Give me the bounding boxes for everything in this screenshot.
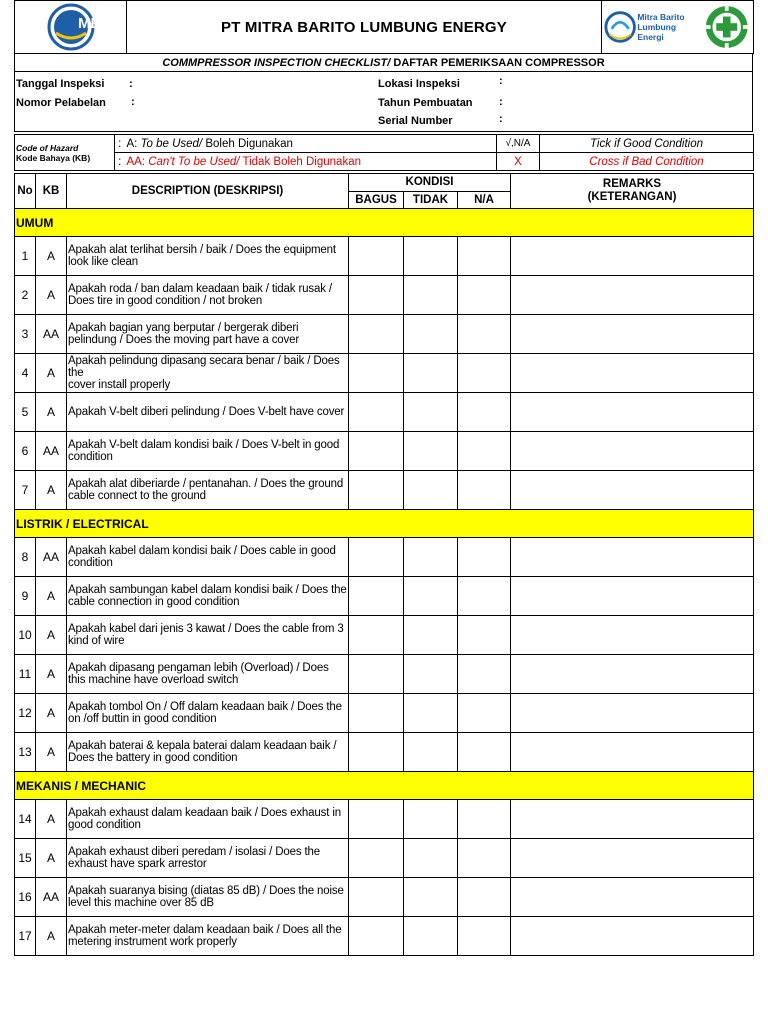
table-row xyxy=(15,694,754,733)
tahun-colon: : xyxy=(499,96,503,108)
bagus-cell[interactable] xyxy=(349,694,404,733)
cross-instruction: Cross if Bad Condition xyxy=(540,153,754,171)
item-description: Apakah bagian yang berputar / bergerak diberi pelindung / Does the moving part have a cover xyxy=(67,315,349,354)
tidak-cell[interactable] xyxy=(404,800,458,839)
left-logo-cell xyxy=(15,1,127,54)
right-logo-brand-line2: Lumbung Energi xyxy=(637,22,677,42)
table-row xyxy=(15,878,754,917)
item-kb: A xyxy=(36,577,67,616)
item-kb: A xyxy=(36,354,67,393)
remarks-cell[interactable] xyxy=(511,354,754,393)
na-cell[interactable] xyxy=(458,577,511,616)
tidak-cell[interactable] xyxy=(404,616,458,655)
section-header xyxy=(15,772,754,800)
lokasi-label: Lokasi Inspeksi xyxy=(378,78,460,90)
na-cell[interactable] xyxy=(458,733,511,772)
nomor-label: Nomor Pelabelan xyxy=(16,97,106,109)
item-description: Apakah V-belt diberi pelindung / Does V-belt have cover xyxy=(67,393,349,432)
tidak-cell[interactable] xyxy=(404,471,458,510)
remarks-cell[interactable] xyxy=(511,839,754,878)
remarks-cell[interactable] xyxy=(511,655,754,694)
item-description: Apakah roda / ban dalam keadaan baik / tidak rusak / Does tire in good condition / not broken xyxy=(67,276,349,315)
bagus-cell[interactable] xyxy=(349,577,404,616)
table-row xyxy=(15,471,754,510)
item-description: Apakah exhaust dalam keadaan baik / Does exhaust in good condition xyxy=(67,800,349,839)
remarks-cell[interactable] xyxy=(511,917,754,956)
item-number: 8 xyxy=(15,538,36,577)
item-kb: A xyxy=(36,917,67,956)
remarks-cell[interactable] xyxy=(511,471,754,510)
na-cell[interactable] xyxy=(458,800,511,839)
na-cell[interactable] xyxy=(458,276,511,315)
hazard-a-colon: : xyxy=(115,135,125,153)
tidak-cell[interactable] xyxy=(404,315,458,354)
na-cell[interactable] xyxy=(458,393,511,432)
bagus-cell[interactable] xyxy=(349,917,404,956)
checklist-title-rest: DAFTAR PEMERIKSAAN COMPRESSOR xyxy=(390,56,605,69)
remarks-cell[interactable] xyxy=(511,694,754,733)
tidak-cell[interactable] xyxy=(404,878,458,917)
hazard-label xyxy=(15,135,115,171)
item-number: 17 xyxy=(15,917,36,956)
table-row xyxy=(15,839,754,878)
tidak-cell[interactable] xyxy=(404,538,458,577)
col-kondisi: KONDISI xyxy=(349,174,511,192)
item-number: 1 xyxy=(15,237,36,276)
checklist-table xyxy=(14,173,754,956)
na-cell[interactable] xyxy=(458,839,511,878)
bagus-cell[interactable] xyxy=(349,733,404,772)
item-number: 16 xyxy=(15,878,36,917)
na-cell[interactable] xyxy=(458,315,511,354)
company-name: PT MITRA BARITO LUMBUNG ENERGY xyxy=(127,1,602,54)
bagus-cell[interactable] xyxy=(349,432,404,471)
item-description: Apakah sambungan kabel dalam kondisi baik / Does the cable connection in good condition xyxy=(67,577,349,616)
item-description: Apakah suaranya bising (diatas 85 dB) / Does the noise level this machine over 85 dB xyxy=(67,878,349,917)
item-description: Apakah V-belt dalam kondisi baik / Does V-belt in good condition xyxy=(67,432,349,471)
col-no: No xyxy=(15,174,36,209)
item-kb: A xyxy=(36,237,67,276)
item-number: 6 xyxy=(15,432,36,471)
bagus-cell[interactable] xyxy=(349,616,404,655)
tidak-cell[interactable] xyxy=(404,694,458,733)
hazard-a-text: A: To be Used/ Boleh Digunakan xyxy=(125,135,497,153)
item-number: 7 xyxy=(15,471,36,510)
item-description: Apakah meter-meter dalam keadaan baik / Does all the metering instrument work properly xyxy=(67,917,349,956)
nomor-colon: : xyxy=(131,96,135,108)
remarks-cell[interactable] xyxy=(511,800,754,839)
item-kb: A xyxy=(36,839,67,878)
table-row xyxy=(15,917,754,956)
tidak-cell[interactable] xyxy=(404,393,458,432)
section-header xyxy=(15,510,754,538)
tidak-cell[interactable] xyxy=(404,237,458,276)
item-number: 2 xyxy=(15,276,36,315)
col-remarks: REMARKS (KETERANGAN) xyxy=(511,174,754,209)
table-row xyxy=(15,800,754,839)
tidak-cell[interactable] xyxy=(404,917,458,956)
checklist-title xyxy=(15,54,753,72)
item-description: Apakah alat terlihat bersih / baik / Does the equipment look like clean xyxy=(67,237,349,276)
cross-symbol: X xyxy=(497,153,540,171)
table-row xyxy=(15,733,754,772)
table-row xyxy=(15,655,754,694)
checklist-title-italic: COMMPRESSOR INSPECTION CHECKLIST/ xyxy=(162,56,391,69)
item-kb: A xyxy=(36,800,67,839)
col-na: N/A xyxy=(458,191,511,209)
table-row xyxy=(15,538,754,577)
inspection-sheet xyxy=(14,0,753,956)
section-title: MEKANIS / MECHANIC xyxy=(15,772,754,800)
tidak-cell[interactable] xyxy=(404,276,458,315)
item-description: Apakah kabel dari jenis 3 kawat / Does the cable from 3 kind of wire xyxy=(67,616,349,655)
na-cell[interactable] xyxy=(458,616,511,655)
bagus-cell[interactable] xyxy=(349,354,404,393)
serial-colon: : xyxy=(499,113,503,125)
subtitle-table xyxy=(14,54,753,72)
right-logo-cell xyxy=(602,1,754,54)
item-number: 9 xyxy=(15,577,36,616)
table-row xyxy=(15,616,754,655)
item-kb: A xyxy=(36,733,67,772)
na-cell[interactable] xyxy=(458,237,511,276)
item-description: Apakah tombol On / Off dalam keadaan baik / Does the on /off buttin in good condition xyxy=(67,694,349,733)
item-kb: AA xyxy=(36,538,67,577)
tidak-cell[interactable] xyxy=(404,839,458,878)
tidak-cell[interactable] xyxy=(404,432,458,471)
left-logo-text: MB xyxy=(78,15,102,32)
item-description: Apakah exhaust diberi peredam / isolasi / Does the exhaust have spark arrestor xyxy=(67,839,349,878)
item-number: 11 xyxy=(15,655,36,694)
bagus-cell[interactable] xyxy=(349,878,404,917)
tidak-cell[interactable] xyxy=(404,577,458,616)
tidak-cell[interactable] xyxy=(404,733,458,772)
remarks-cell[interactable] xyxy=(511,432,754,471)
tanggal-label: Tanggal Inspeksi xyxy=(16,78,105,90)
item-number: 3 xyxy=(15,315,36,354)
table-row xyxy=(15,432,754,471)
na-cell[interactable] xyxy=(458,655,511,694)
section-header xyxy=(15,209,754,237)
na-cell[interactable] xyxy=(458,432,511,471)
tidak-cell[interactable] xyxy=(404,354,458,393)
section-title: UMUM xyxy=(15,209,754,237)
item-kb: A xyxy=(36,616,67,655)
item-description: Apakah baterai & kepala baterai dalam keadaan baik / Does the battery in good condition xyxy=(67,733,349,772)
col-description: DESCRIPTION (DESKRIPSI) xyxy=(67,174,349,209)
checklist-body xyxy=(15,209,754,956)
tick-instruction: Tick if Good Condition xyxy=(540,135,754,153)
table-row xyxy=(15,237,754,276)
k3-safety-cross-icon xyxy=(702,3,751,51)
item-number: 10 xyxy=(15,616,36,655)
section-title: LISTRIK / ELECTRICAL xyxy=(15,510,754,538)
remarks-cell[interactable] xyxy=(511,616,754,655)
remarks-cell[interactable] xyxy=(511,237,754,276)
item-kb: AA xyxy=(36,878,67,917)
header-table xyxy=(14,0,754,54)
serial-label: Serial Number xyxy=(378,115,453,127)
tidak-cell[interactable] xyxy=(404,655,458,694)
item-number: 12 xyxy=(15,694,36,733)
right-logo-brand-line1: Mitra Barito xyxy=(637,12,685,22)
bagus-cell[interactable] xyxy=(349,237,404,276)
hazard-aa-text: AA: Can't To be Used/ Tidak Boleh Digunakan xyxy=(125,153,497,171)
bagus-cell[interactable] xyxy=(349,315,404,354)
item-kb: A xyxy=(36,471,67,510)
na-cell[interactable] xyxy=(458,471,511,510)
na-cell[interactable] xyxy=(458,694,511,733)
bagus-cell[interactable] xyxy=(349,800,404,839)
na-cell[interactable] xyxy=(458,878,511,917)
item-kb: A xyxy=(36,694,67,733)
tick-symbol: √,N/A xyxy=(497,135,540,153)
tanggal-colon: : xyxy=(129,78,133,90)
item-description: Apakah alat diberiarde / pentanahan. / Does the ground cable connect to the ground xyxy=(67,471,349,510)
bagus-cell[interactable] xyxy=(349,471,404,510)
remarks-cell[interactable] xyxy=(511,393,754,432)
item-description: Apakah kabel dalam kondisi baik / Does cable in good condition xyxy=(67,538,349,577)
item-number: 14 xyxy=(15,800,36,839)
bagus-cell[interactable] xyxy=(349,839,404,878)
inspection-info xyxy=(14,72,753,132)
hazard-aa-colon: : xyxy=(115,153,125,171)
bagus-cell[interactable] xyxy=(349,393,404,432)
item-number: 4 xyxy=(15,354,36,393)
remarks-cell[interactable] xyxy=(511,276,754,315)
na-cell[interactable] xyxy=(458,917,511,956)
item-kb: A xyxy=(36,393,67,432)
col-tidak: TIDAK xyxy=(404,191,458,209)
table-row xyxy=(15,315,754,354)
item-kb: A xyxy=(36,276,67,315)
bagus-cell[interactable] xyxy=(349,655,404,694)
bagus-cell[interactable] xyxy=(349,276,404,315)
item-kb: AA xyxy=(36,315,67,354)
item-number: 15 xyxy=(15,839,36,878)
table-row xyxy=(15,354,754,393)
hazard-label-id: Kode Bahaya (KB) xyxy=(16,152,91,163)
remarks-cell[interactable] xyxy=(511,733,754,772)
bagus-cell[interactable] xyxy=(349,538,404,577)
hazard-label-en: Code of Hazard xyxy=(16,142,79,153)
item-number: 5 xyxy=(15,393,36,432)
mble-logo-icon xyxy=(604,7,636,47)
item-kb: AA xyxy=(36,432,67,471)
remarks-cell[interactable] xyxy=(511,878,754,917)
remarks-cell[interactable] xyxy=(511,577,754,616)
lokasi-colon: : xyxy=(499,75,503,87)
item-description: Apakah pelindung dipasang secara benar / baik / Does the cover install properly xyxy=(67,354,349,393)
remarks-cell[interactable] xyxy=(511,315,754,354)
tahun-label: Tahun Pembuatan xyxy=(378,97,473,109)
table-row xyxy=(15,577,754,616)
remarks-cell[interactable] xyxy=(511,538,754,577)
item-description: Apakah dipasang pengaman lebih (Overload) / Does this machine have overload switch xyxy=(67,655,349,694)
table-row xyxy=(15,393,754,432)
na-cell[interactable] xyxy=(458,354,511,393)
item-kb: A xyxy=(36,655,67,694)
col-kb: KB xyxy=(36,174,67,209)
na-cell[interactable] xyxy=(458,538,511,577)
table-row xyxy=(15,276,754,315)
col-bagus: BAGUS xyxy=(349,191,404,209)
hazard-legend xyxy=(14,134,754,171)
item-number: 13 xyxy=(15,733,36,772)
